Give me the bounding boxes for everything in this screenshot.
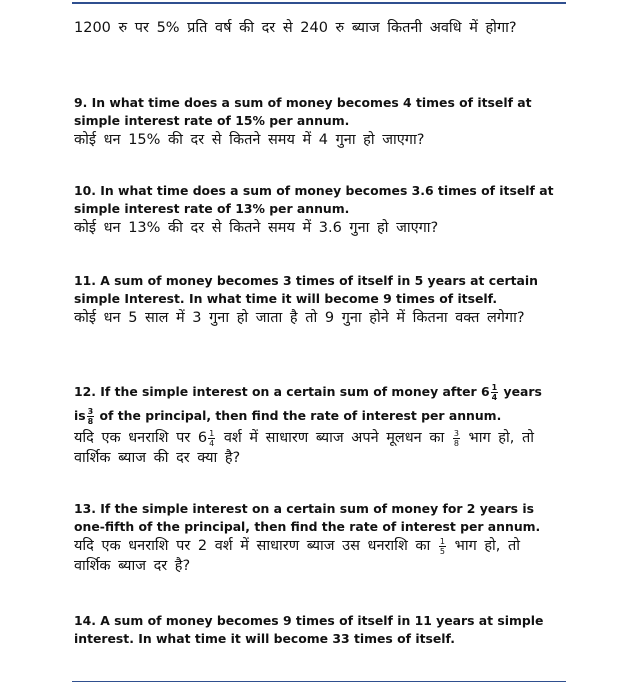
- question-14-english: [74, 612, 554, 648]
- question-14-text: A sum of money becomes 9 times of itself in 11 years at simple interest. In what time it will become 33 times of itself.: [74, 613, 544, 646]
- question-14-number: 14.: [74, 613, 96, 628]
- question-11-hindi: कोई धन 5 साल में 3 गुना हो जाता है तो 9 गुना होने में कितना वक्त लगेगा?: [74, 310, 525, 326]
- fraction-one-quarter: [208, 429, 215, 448]
- top-rule: [72, 2, 566, 4]
- question-13: [74, 500, 554, 576]
- fraction-denominator: 4: [491, 393, 498, 402]
- question-13-number: 13.: [74, 501, 96, 516]
- question-12-hindi-b: वर्श में साधारण ब्याज अपने मूलधन का: [223, 430, 445, 446]
- question-8-hindi: 1200 रु पर 5% प्रति वर्ष की दर से 240 रु ब्याज कितनी अवधि में होगा?: [74, 20, 517, 36]
- question-11-number: 11.: [74, 273, 96, 288]
- question-12: [74, 380, 554, 468]
- question-12-text-b: years is: [74, 384, 542, 423]
- fraction-denominator: 8: [87, 417, 94, 426]
- question-10-hindi: कोई धन 13% की दर से कितने समय में 3.6 गुना हो जाएगा?: [74, 220, 439, 236]
- question-13-hindi: [74, 536, 554, 576]
- fraction-one-fifth: [439, 537, 446, 556]
- fraction-one-quarter: [491, 383, 499, 402]
- question-8: [74, 18, 554, 38]
- question-12-english: [74, 380, 554, 428]
- fraction-three-eighths: [453, 429, 460, 448]
- question-14: [74, 612, 554, 648]
- fraction-denominator: 8: [453, 438, 459, 448]
- question-12-hindi-c: भाग हो, तो वार्शिक ब्याज की दर क्या है?: [74, 430, 534, 466]
- bottom-rule: [72, 681, 566, 682]
- fraction-three-eighths: [87, 407, 95, 426]
- fraction-numerator: 3: [453, 428, 459, 438]
- question-12-hindi: [74, 428, 554, 468]
- question-9-text: In what time does a sum of money becomes 4 times of itself at simple interest rate of 15% per annum.: [74, 95, 532, 128]
- fraction-denominator: 4: [209, 438, 215, 448]
- question-13-english: [74, 500, 554, 536]
- question-10-number: 10.: [74, 183, 96, 198]
- question-9-number: 9.: [74, 95, 88, 110]
- question-11-english: [74, 272, 554, 308]
- fraction-numerator: 3: [87, 407, 94, 416]
- question-12-text-a: If the simple interest on a certain sum of money after 6: [100, 384, 490, 399]
- question-11: [74, 272, 554, 328]
- fraction-numerator: 1: [439, 536, 446, 546]
- question-9-english: [74, 94, 554, 130]
- question-12-number: 12.: [74, 384, 96, 399]
- question-12-text-c: of the principal, then find the rate of interest per annum.: [99, 408, 502, 423]
- question-13-hindi-a: यदि एक धनराशि पर 2 वर्श में साधारण ब्याज उस धनराशि का: [74, 538, 431, 554]
- question-10: [74, 182, 554, 238]
- fraction-numerator: 1: [491, 383, 498, 392]
- question-11-text: A sum of money becomes 3 times of itself in 5 years at certain simple Interest. In what time it will become 9 times of itself.: [74, 273, 538, 306]
- question-10-text: In what time does a sum of money becomes 3.6 times of itself at simple interest rate of 13% per annum.: [74, 183, 554, 216]
- question-13-text: If the simple interest on a certain sum of money for 2 years is one-fifth of the principal, then find the rate of interest per annum.: [74, 501, 541, 534]
- question-12-hindi-a: यदि एक धनराशि पर 6: [74, 430, 208, 446]
- fraction-denominator: 5: [439, 546, 446, 556]
- question-9: [74, 94, 554, 150]
- fraction-numerator: 1: [209, 428, 215, 438]
- question-9-hindi: कोई धन 15% की दर से कितने समय में 4 गुना हो जाएगा?: [74, 132, 425, 148]
- question-13-hindi-b: भाग हो, तो वार्शिक ब्याज दर है?: [74, 538, 521, 574]
- question-10-english: [74, 182, 554, 218]
